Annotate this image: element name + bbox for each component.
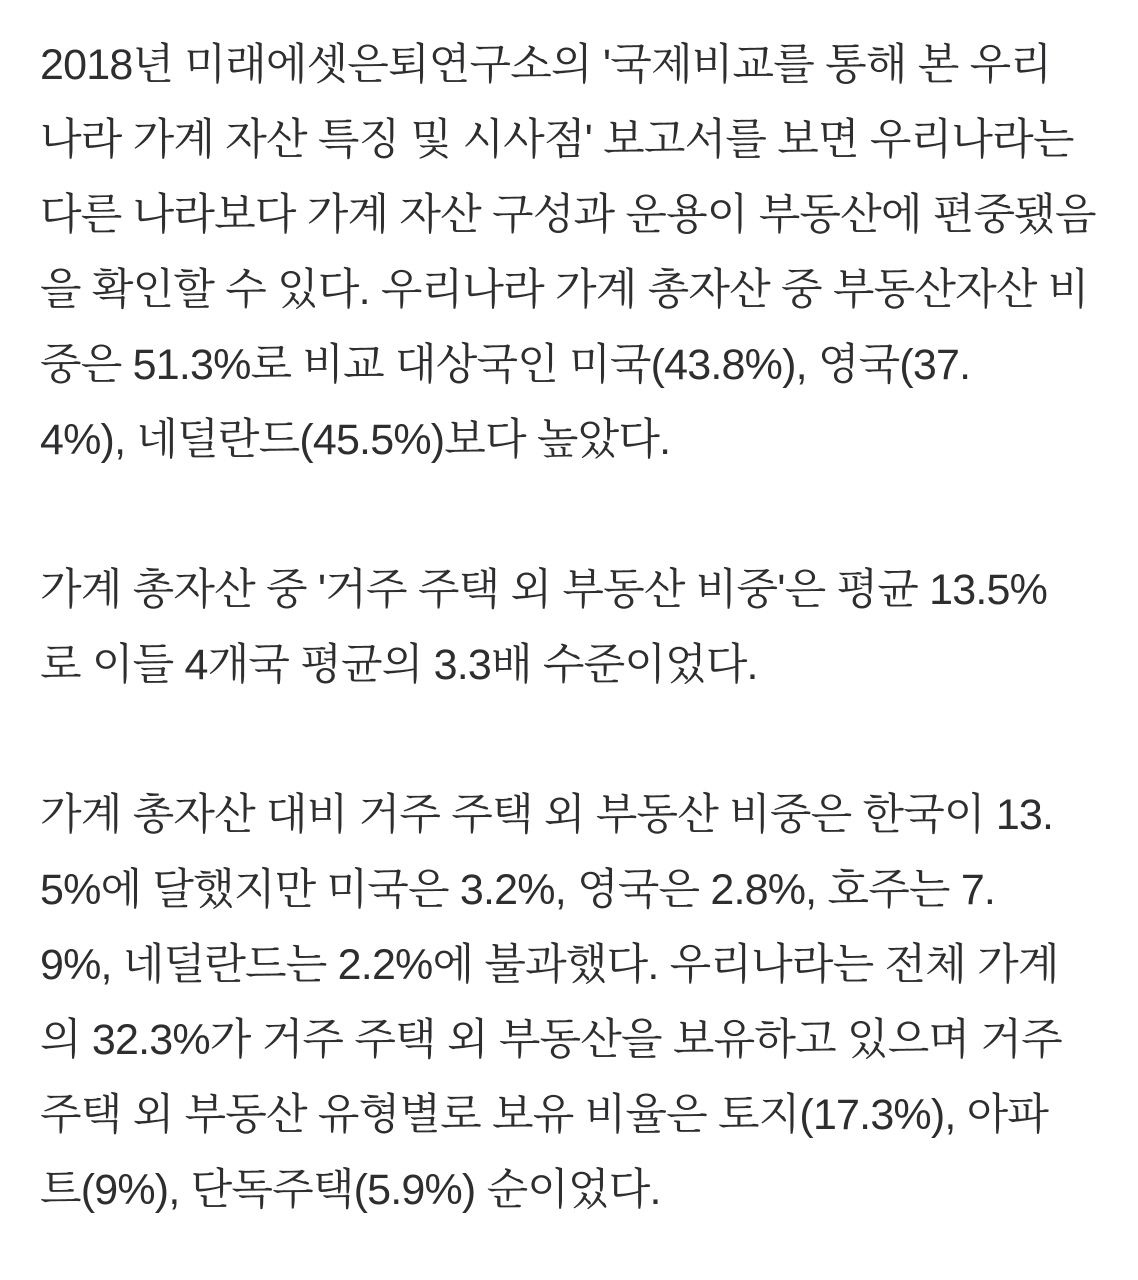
- article-paragraph: [40, 553, 1102, 703]
- article-text-line: 가계 총자산 대비 거주 주택 외 부동산 비중은 한국이 13.: [40, 791, 1054, 839]
- article-text-line: 트(9%), 단독주택(5.9%) 순이었다.: [40, 1166, 661, 1214]
- article-text-line: 을 확인할 수 있다. 우리나라 가계 총자산 중 부동산자산 비: [40, 266, 1089, 314]
- article-text-line: 4%), 네덜란드(45.5%)보다 높았다.: [40, 416, 671, 464]
- article-text-line: 9%, 네덜란드는 2.2%에 불과했다. 우리나라는 전체 가계: [40, 941, 1059, 989]
- paragraph-container: [40, 28, 1102, 1228]
- article-text-line: 다른 나라보다 가계 자산 구성과 운용이 부동산에 편중됐음: [40, 191, 1096, 239]
- article-text-line: 2018년 미래에셋은퇴연구소의 '국제비교를 통해 본 우리: [40, 41, 1052, 89]
- article-text-line: 중은 51.3%로 비교 대상국인 미국(43.8%), 영국(37.: [40, 341, 971, 389]
- article-text-line: 나라 가계 자산 특징 및 시사점' 보고서를 보면 우리나라는: [40, 116, 1074, 164]
- article-text-line: 주택 외 부동산 유형별로 보유 비율은 토지(17.3%), 아파: [40, 1091, 1049, 1139]
- article-paragraph: [40, 778, 1102, 1228]
- article-text-line: 가계 총자산 중 '거주 주택 외 부동산 비중'은 평균 13.5%: [40, 566, 1048, 614]
- article-paragraph: [40, 28, 1102, 478]
- article-text-line: 5%에 달했지만 미국은 3.2%, 영국은 2.8%, 호주는 7.: [40, 866, 996, 914]
- article-text-line: 의 32.3%가 거주 주택 외 부동산을 보유하고 있으며 거주: [40, 1016, 1062, 1064]
- article-text-line: 로 이들 4개국 평균의 3.3배 수준이었다.: [40, 641, 758, 689]
